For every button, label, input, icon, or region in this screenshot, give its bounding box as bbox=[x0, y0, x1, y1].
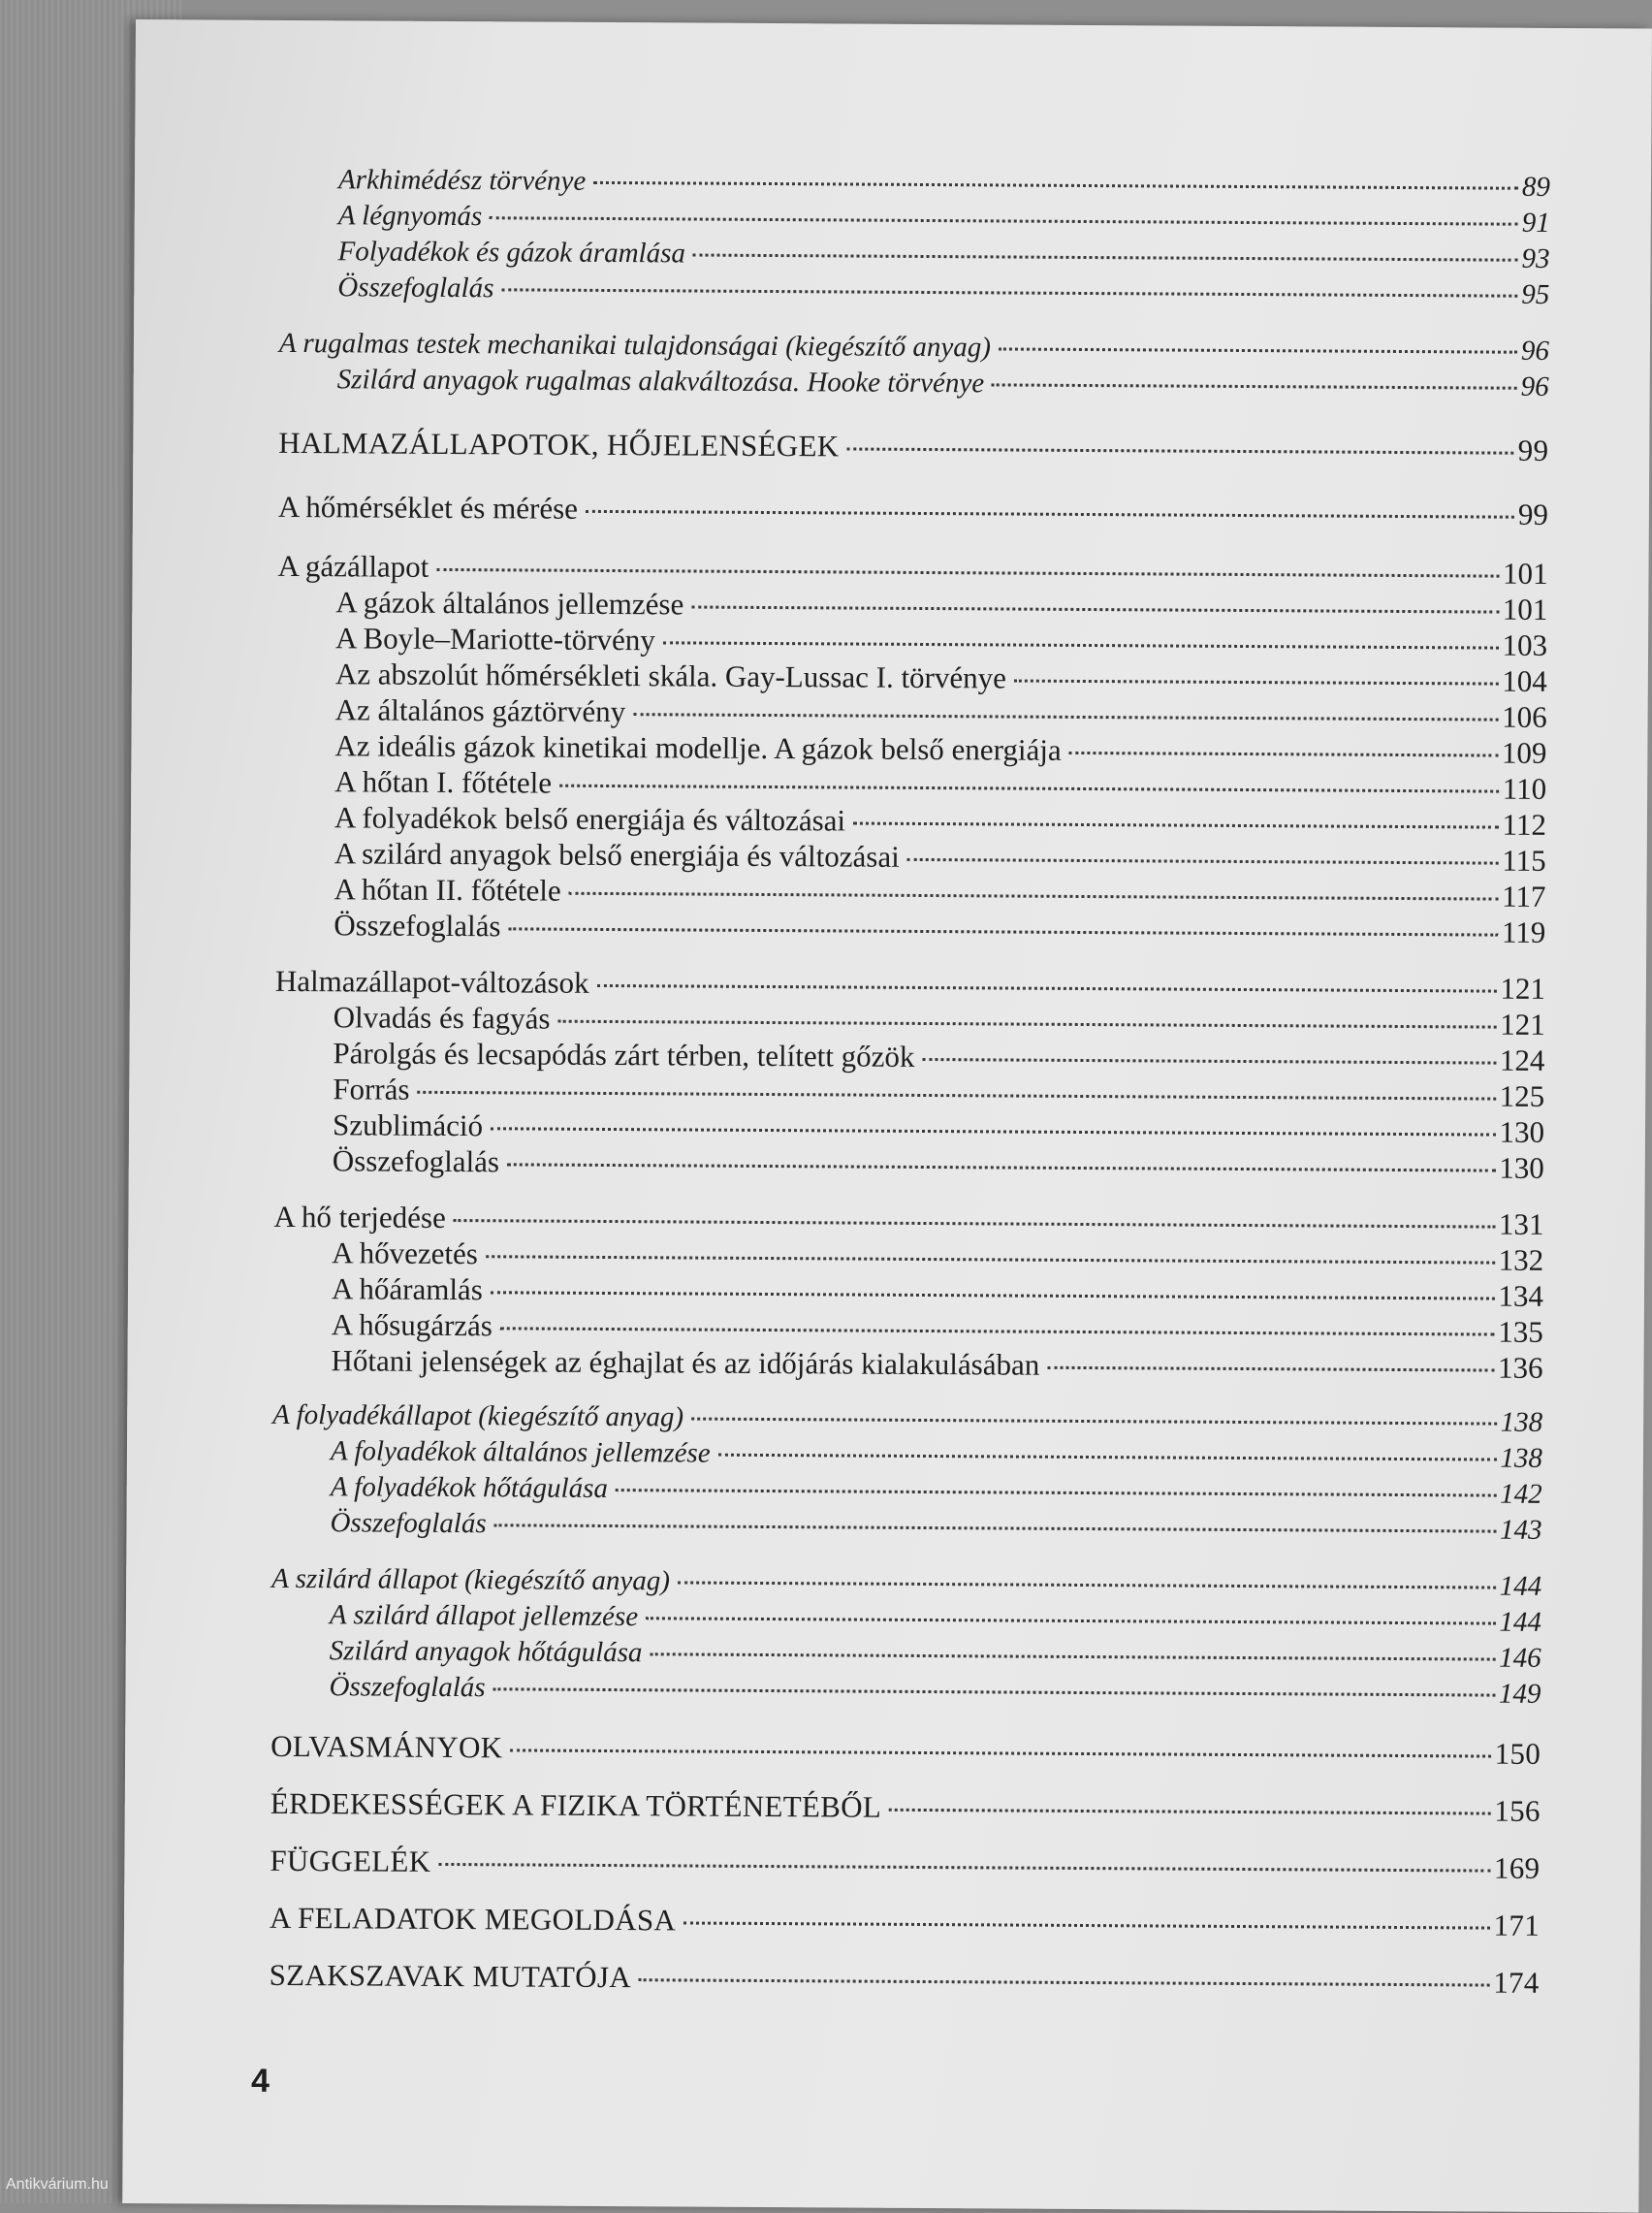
toc-entry-page: 93 bbox=[1521, 242, 1550, 274]
toc-entry-page: 131 bbox=[1498, 1206, 1544, 1241]
toc-entry-title: Az abszolút hőmérsékleti skála. Gay-Lussac I. törvénye bbox=[334, 657, 1007, 695]
toc-entry-page: 136 bbox=[1497, 1350, 1543, 1385]
toc-entry-title: A hőtan II. főtétele bbox=[334, 872, 561, 908]
dot-leader bbox=[510, 1748, 1490, 1757]
dot-leader bbox=[494, 1523, 1496, 1532]
toc-entry bbox=[334, 764, 1546, 807]
toc-entry-title: A folyadékok általános jellemzése bbox=[330, 1435, 711, 1469]
toc-entry bbox=[337, 272, 1549, 311]
dot-leader bbox=[678, 1581, 1496, 1588]
dot-leader bbox=[691, 1418, 1497, 1426]
toc-entry bbox=[279, 328, 1549, 368]
toc-entry-page: 104 bbox=[1502, 663, 1547, 698]
toc-entry-title: FÜGGELÉK bbox=[270, 1843, 431, 1878]
table-of-contents bbox=[136, 19, 1652, 2000]
toc-entry-title: Az általános gáztörvény bbox=[334, 692, 626, 729]
toc-entry bbox=[334, 800, 1546, 843]
watermark: Antikvárium.hu bbox=[6, 2176, 109, 2193]
toc-entry bbox=[333, 1036, 1544, 1078]
toc-entry bbox=[332, 1235, 1543, 1278]
toc-entry-title: A hőáramlás bbox=[331, 1271, 483, 1307]
dot-leader bbox=[639, 1978, 1489, 1986]
toc-entry-page: 115 bbox=[1502, 843, 1546, 878]
dot-leader bbox=[663, 641, 1499, 649]
dot-leader bbox=[501, 288, 1517, 297]
toc-entry-title: Arkhimédész törvénye bbox=[337, 164, 587, 197]
toc-chapter bbox=[270, 1958, 1540, 2001]
dot-leader bbox=[633, 713, 1498, 721]
dot-leader bbox=[559, 785, 1499, 793]
toc-entry bbox=[334, 728, 1546, 771]
toc-entry bbox=[334, 1000, 1545, 1042]
toc-entry-page: 119 bbox=[1501, 914, 1546, 949]
toc-entry-page: 130 bbox=[1499, 1114, 1545, 1149]
toc-entry-page: 174 bbox=[1493, 1965, 1540, 2000]
toc-entry-title: A Boyle–Mariotte-törvény bbox=[335, 621, 655, 657]
toc-entry-title: A hősugárzás bbox=[331, 1307, 493, 1343]
toc-entry bbox=[333, 1143, 1544, 1186]
dot-leader bbox=[846, 447, 1513, 454]
toc-entry bbox=[330, 1599, 1541, 1639]
toc-entry bbox=[331, 1435, 1542, 1475]
toc-entry bbox=[338, 200, 1550, 240]
dot-leader bbox=[889, 1809, 1490, 1815]
toc-entry bbox=[272, 1399, 1542, 1439]
toc-entry-title: A hővezetés bbox=[332, 1235, 478, 1271]
dot-leader bbox=[1069, 752, 1498, 757]
toc-entry bbox=[332, 1271, 1543, 1314]
toc-entry-title: A gázok általános jellemzése bbox=[335, 585, 684, 622]
toc-chapter bbox=[270, 1786, 1541, 1829]
toc-entry-title: A hő terjedése bbox=[273, 1199, 446, 1235]
toc-entry-title: Összefoglalás bbox=[337, 272, 494, 305]
toc-entry-page: 156 bbox=[1494, 1793, 1541, 1828]
toc-entry-page: 89 bbox=[1521, 171, 1551, 203]
dot-leader bbox=[718, 1454, 1497, 1461]
dot-leader bbox=[1014, 680, 1498, 686]
dot-leader bbox=[491, 1127, 1496, 1136]
dot-leader bbox=[454, 1219, 1495, 1229]
toc-entry-title: Halmazállapot-változások bbox=[274, 963, 589, 1000]
toc-entry-page: 142 bbox=[1500, 1478, 1542, 1510]
dot-leader bbox=[616, 1489, 1496, 1497]
toc-entry-title: A légnyomás bbox=[337, 200, 483, 233]
toc-entry bbox=[333, 1107, 1544, 1150]
toc-entry-page: 143 bbox=[1499, 1514, 1542, 1546]
toc-entry-title: OLVASMÁNYOK bbox=[270, 1728, 503, 1765]
dot-leader bbox=[597, 984, 1497, 993]
toc-entry-title: Párolgás és lecsapódás zárt térben, telített gőzök bbox=[333, 1036, 915, 1074]
dot-leader bbox=[992, 383, 1517, 389]
toc-entry-page: 101 bbox=[1502, 592, 1548, 626]
toc-entry bbox=[338, 164, 1550, 204]
toc-entry bbox=[337, 364, 1549, 403]
page-number: 4 bbox=[250, 2062, 270, 2100]
dot-leader bbox=[683, 1921, 1490, 1929]
toc-entry-page: 169 bbox=[1493, 1850, 1541, 1885]
toc-entry bbox=[271, 1563, 1541, 1603]
toc-chapter bbox=[270, 1901, 1540, 1943]
dot-leader bbox=[853, 822, 1499, 829]
book-page bbox=[122, 19, 1652, 2213]
toc-entry-page: 171 bbox=[1493, 1908, 1541, 1942]
toc-entry-page: 144 bbox=[1499, 1606, 1542, 1638]
toc-entry bbox=[334, 872, 1545, 914]
toc-entry bbox=[330, 1635, 1541, 1675]
toc-entry-title: A hőmérséklet és mérése bbox=[277, 489, 579, 526]
toc-entry-title: A FELADATOK MEGOLDÁSA bbox=[269, 1900, 677, 1938]
toc-entry-page: 132 bbox=[1498, 1242, 1544, 1277]
dot-leader bbox=[650, 1652, 1495, 1660]
toc-entry bbox=[333, 1072, 1544, 1114]
dot-leader bbox=[907, 858, 1499, 865]
dot-leader bbox=[691, 606, 1499, 614]
toc-entry-title: Szublimáció bbox=[332, 1107, 484, 1143]
dot-leader bbox=[646, 1617, 1495, 1624]
toc-chapter bbox=[278, 426, 1548, 468]
toc-entry bbox=[335, 585, 1547, 627]
toc-entry-page: 149 bbox=[1498, 1678, 1541, 1710]
toc-entry-title: Összefoglalás bbox=[332, 1143, 500, 1179]
toc-entry-title: Hőtani jelenségek az éghajlat és az időjárás kialakulásában bbox=[331, 1343, 1040, 1382]
dot-leader bbox=[999, 347, 1517, 353]
toc-entry-title: Összefoglalás bbox=[330, 1507, 487, 1540]
dot-leader bbox=[558, 1020, 1497, 1029]
toc-entry-page: 99 bbox=[1517, 497, 1549, 531]
toc-entry-title: Olvadás és fagyás bbox=[333, 1000, 551, 1036]
toc-entry bbox=[332, 1307, 1543, 1350]
toc-entry-page: 121 bbox=[1500, 971, 1546, 1006]
toc-entry-page: 96 bbox=[1520, 370, 1549, 402]
dot-leader bbox=[922, 1058, 1496, 1065]
toc-entry-page: 124 bbox=[1499, 1042, 1545, 1077]
toc-entry bbox=[331, 1343, 1542, 1386]
toc-entry-page: 125 bbox=[1499, 1078, 1545, 1113]
toc-entry bbox=[337, 236, 1549, 275]
toc-entry-title: SZAKSZAVAK MUTATÓJA bbox=[269, 1957, 632, 1995]
toc-entry-page: 138 bbox=[1500, 1406, 1543, 1438]
toc-entry-page: 135 bbox=[1498, 1314, 1543, 1349]
toc-entry-page: 99 bbox=[1517, 433, 1549, 467]
dot-leader bbox=[586, 510, 1514, 519]
toc-entry-title: A szilárd állapot (kiegészítő anyag) bbox=[271, 1562, 671, 1597]
dot-leader bbox=[569, 892, 1499, 901]
toc-entry-title: Összefoglalás bbox=[329, 1671, 486, 1704]
toc-entry bbox=[331, 1471, 1542, 1511]
dot-leader bbox=[493, 1687, 1495, 1696]
dot-leader bbox=[508, 927, 1497, 936]
dot-leader bbox=[500, 1327, 1494, 1335]
toc-entry bbox=[334, 836, 1546, 879]
toc-entry-title: A gázállapot bbox=[277, 548, 429, 584]
toc-entry-page: 150 bbox=[1494, 1736, 1541, 1771]
dot-leader bbox=[436, 568, 1499, 578]
toc-entry bbox=[278, 490, 1548, 532]
toc-entry-page: 106 bbox=[1502, 699, 1547, 734]
toc-entry-page: 110 bbox=[1502, 771, 1547, 806]
toc-entry bbox=[334, 908, 1545, 950]
dot-leader bbox=[490, 216, 1518, 225]
toc-entry-page: 95 bbox=[1521, 278, 1550, 310]
toc-entry bbox=[335, 692, 1547, 735]
toc-entry-title: Az ideális gázok kinetikai modellje. A gázok belső energiája bbox=[334, 728, 1062, 767]
toc-entry-title: HALMAZÁLLAPOTOK, HŐJELENSÉGEK bbox=[278, 425, 840, 464]
toc-entry-title: A szilárd anyagok belső energiája és változásai bbox=[334, 836, 900, 874]
toc-entry-title: A hőtan I. főtétele bbox=[334, 764, 553, 800]
toc-entry bbox=[335, 621, 1547, 663]
toc-entry-page: 146 bbox=[1499, 1642, 1541, 1674]
toc-entry-page: 109 bbox=[1501, 735, 1547, 770]
toc-entry-title: A rugalmas testek mechanikai tulajdonságai (kiegészítő anyag) bbox=[278, 327, 992, 364]
toc-entry bbox=[330, 1507, 1541, 1547]
toc-entry-title: A folyadékok belső energiája és változásai bbox=[334, 800, 846, 838]
dot-leader bbox=[417, 1091, 1495, 1101]
dot-leader bbox=[593, 181, 1518, 190]
toc-entry-page: 112 bbox=[1502, 807, 1547, 842]
toc-chapter bbox=[270, 1844, 1540, 1886]
dot-leader bbox=[1047, 1366, 1494, 1372]
toc-entry-title: Forrás bbox=[333, 1072, 410, 1106]
toc-entry-title: A folyadékállapot (kiegészítő anyag) bbox=[272, 1398, 684, 1433]
toc-entry-page: 117 bbox=[1502, 879, 1546, 914]
toc-entry bbox=[329, 1671, 1541, 1711]
toc-entry-title: Folyadékok és gázok áramlása bbox=[337, 236, 686, 270]
toc-entry-page: 130 bbox=[1499, 1150, 1544, 1185]
toc-entry-page: 121 bbox=[1500, 1007, 1545, 1042]
dot-leader bbox=[491, 1291, 1495, 1299]
toc-entry-title: A folyadékok hőtágulása bbox=[330, 1471, 609, 1505]
dot-leader bbox=[507, 1163, 1495, 1171]
dot-leader bbox=[486, 1255, 1495, 1264]
toc-entry-page: 134 bbox=[1498, 1278, 1544, 1313]
toc-entry-title: Szilárd anyagok rugalmas alakváltozása. Hooke törvénye bbox=[336, 364, 985, 400]
toc-entry bbox=[335, 657, 1547, 699]
toc-entry-page: 138 bbox=[1500, 1442, 1543, 1474]
toc-entry-page: 103 bbox=[1502, 627, 1548, 662]
toc-entry-title: ÉRDEKESSÉGEK A FIZIKA TÖRTÉNETÉBŐL bbox=[270, 1785, 882, 1824]
dot-leader bbox=[438, 1863, 1490, 1873]
toc-entry-title: Összefoglalás bbox=[334, 908, 501, 944]
toc-entry-page: 96 bbox=[1520, 335, 1550, 367]
toc-entry-page: 91 bbox=[1521, 207, 1550, 239]
toc-entry-page: 144 bbox=[1499, 1570, 1542, 1602]
toc-entry-title: A szilárd állapot jellemzése bbox=[329, 1599, 639, 1633]
toc-chapter bbox=[270, 1729, 1541, 1772]
toc-entry-page: 101 bbox=[1502, 556, 1548, 591]
toc-entry-title: Szilárd anyagok hőtágulása bbox=[329, 1635, 643, 1669]
dot-leader bbox=[693, 254, 1518, 262]
